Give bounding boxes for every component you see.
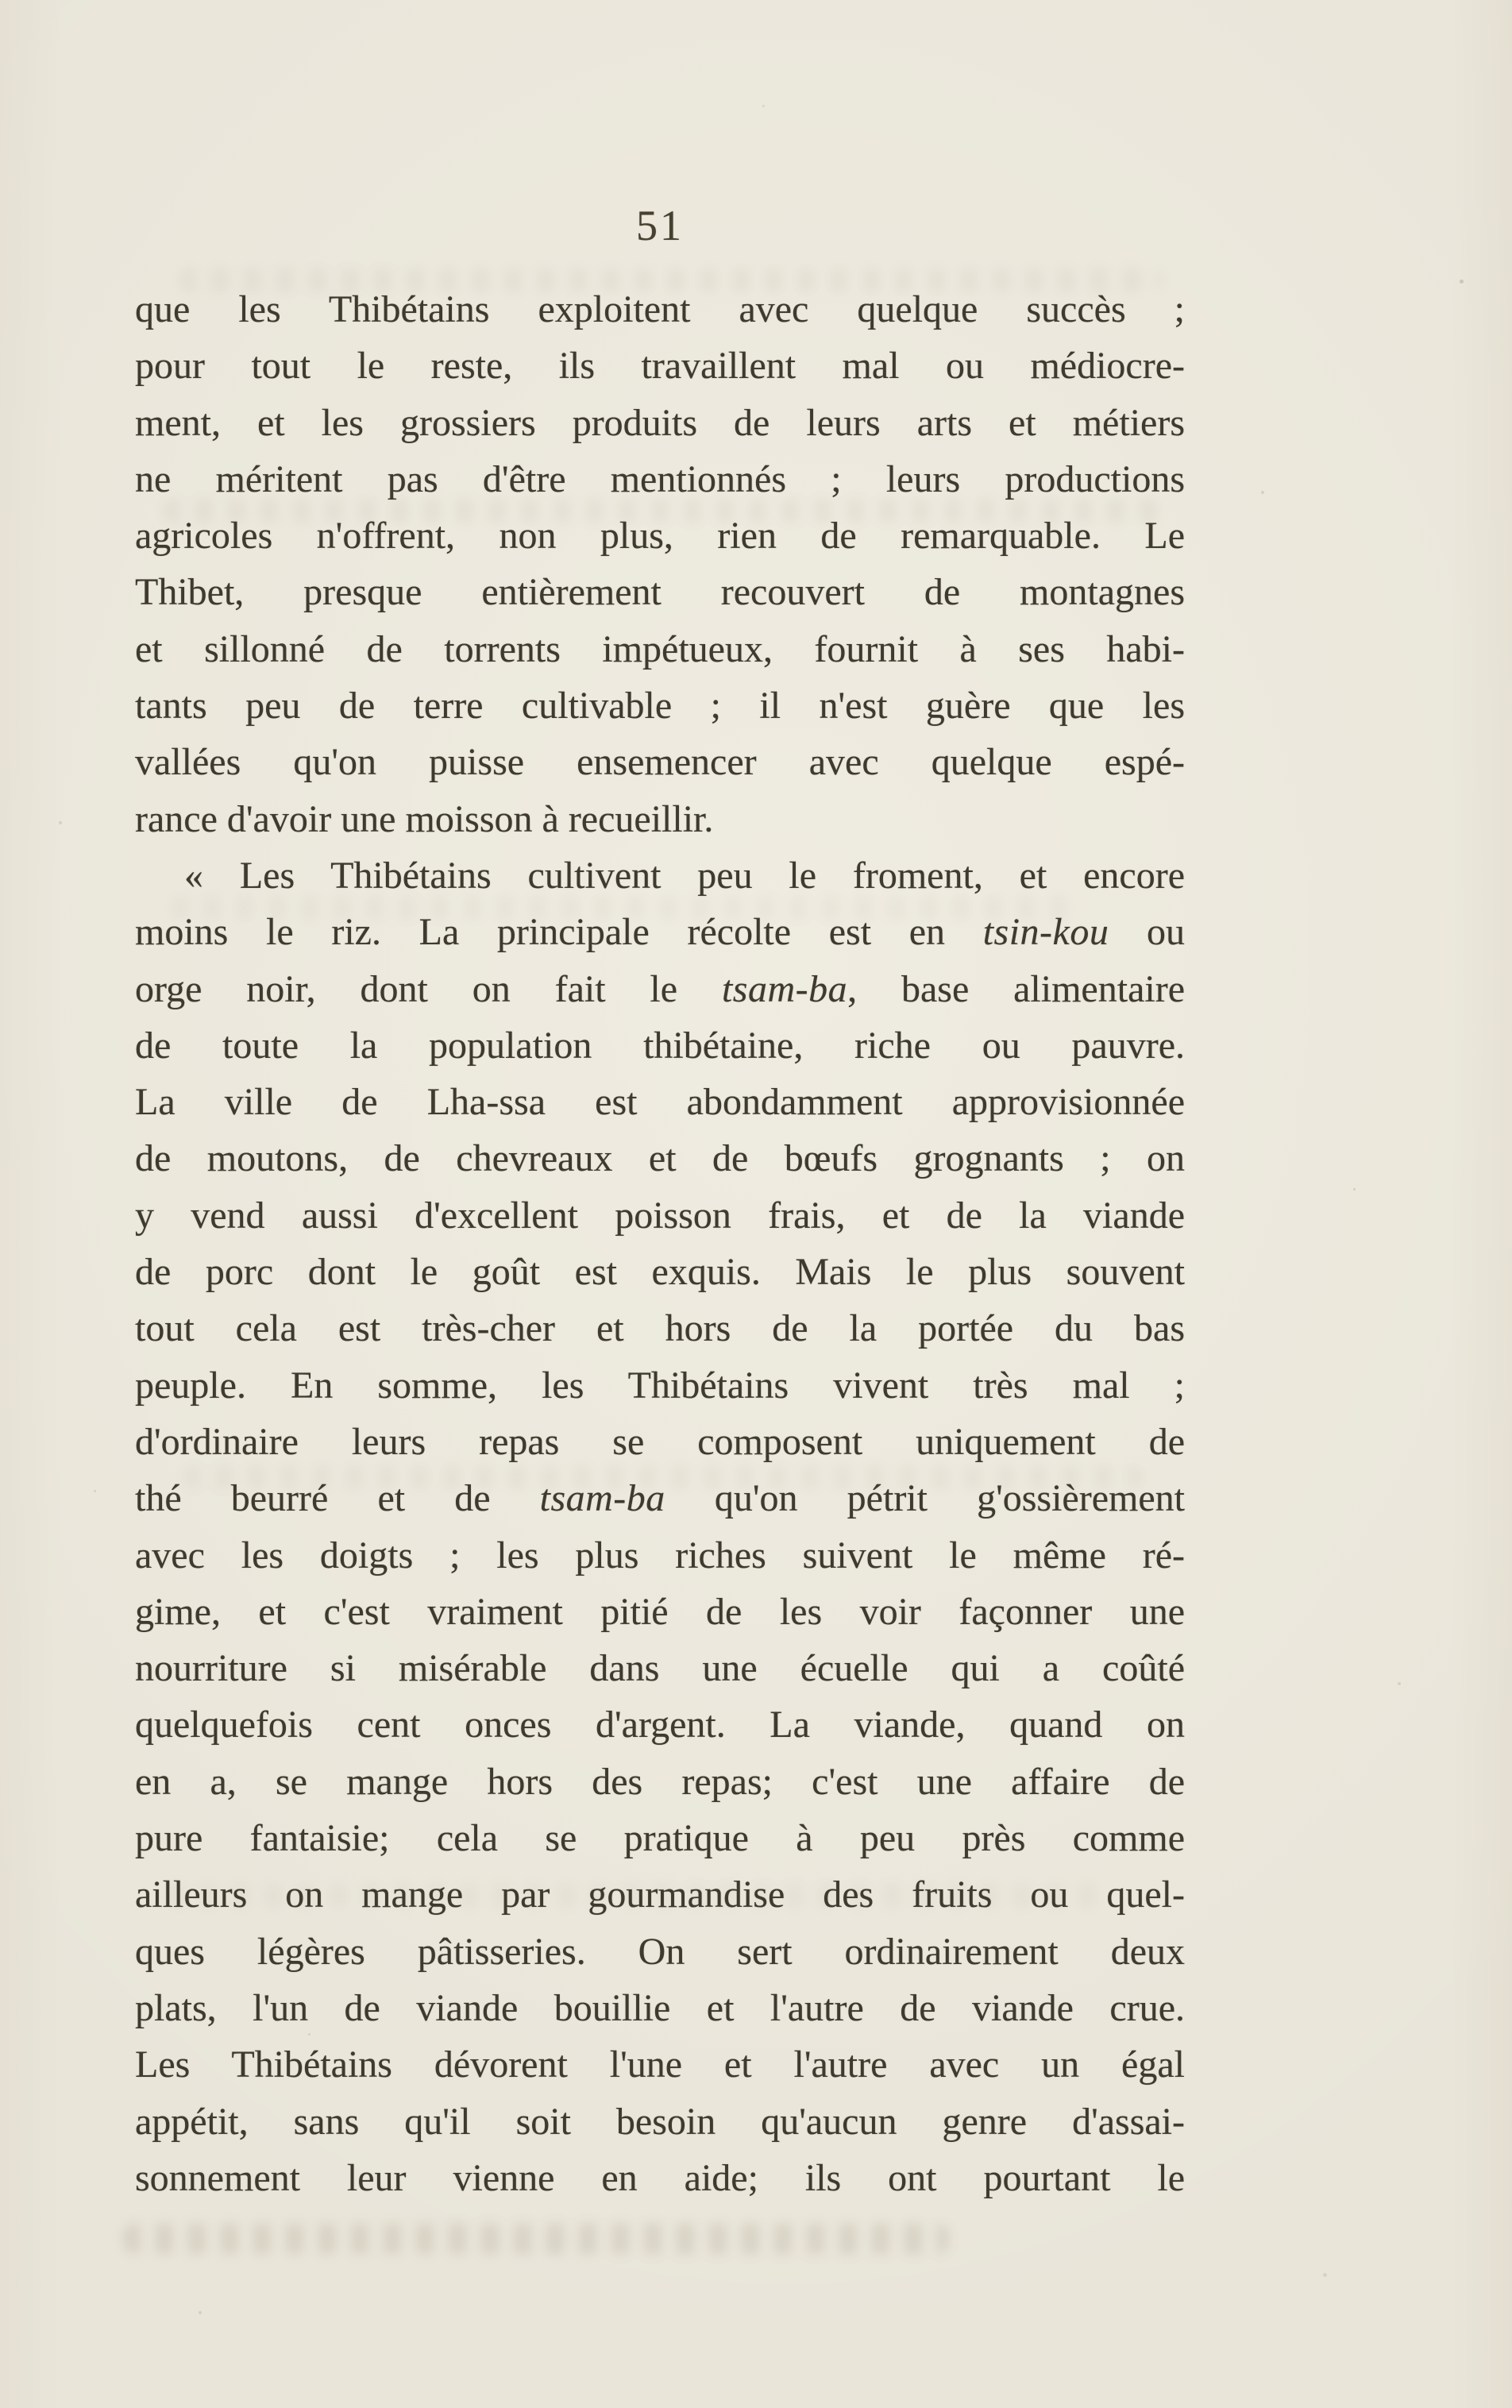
text-line: pour tout le reste, ils travaillent mal ou médiocre- — [135, 345, 1185, 388]
text-line: sonnement leur vienne en aide; ils ont pourtant le — [135, 2156, 1185, 2199]
text-line: quelquefois cent onces d'argent. La viande, quand on — [135, 1704, 1185, 1746]
text-line: y vend aussi d'excellent poisson frais, et de la viande — [135, 1194, 1185, 1237]
paper-speck — [762, 105, 765, 107]
text-line: Thibet, presque entièrement recouvert de montagnes — [135, 571, 1185, 614]
text-line: rance d'avoir une moisson à recueillir. — [135, 797, 714, 840]
text-line: pure fantaisie; cela se pratique à peu près comme — [135, 1817, 1185, 1860]
text-line: moins le riz. La principale récolte est en tsin-kou ou — [135, 911, 1186, 954]
text-line: « Les Thibétains cultivent peu le froment, et encore — [184, 854, 1185, 897]
paper-speck — [199, 2311, 202, 2314]
text-line: ailleurs on mange par gourmandise des fruits ou quel- — [135, 1874, 1185, 1916]
text-line: de moutons, de chevreaux et de bœufs grognants ; on — [135, 1137, 1185, 1180]
text-line: de toute la population thibétaine, riche ou pauvre. — [135, 1024, 1185, 1067]
text-line: Les Thibétains dévorent l'une et l'autre avec un égal — [135, 2043, 1185, 2086]
text-line: ques légères pâtisseries. On sert ordinairement deux — [135, 1930, 1185, 1973]
text-line: La ville de Lha-ssa est abondamment approvisionnée — [135, 1081, 1185, 1124]
paper-speck — [308, 2033, 310, 2036]
paper-speck — [59, 821, 62, 824]
text-line: ment, et les grossiers produits de leurs arts et métiers — [135, 401, 1185, 444]
text-line: en a, se mange hors des repas; c'est une affaire de — [135, 1760, 1185, 1803]
text-line: et sillonné de torrents impétueux, fournit à ses habi- — [135, 627, 1185, 670]
paper-speck — [1323, 2273, 1327, 2277]
text-line: avec les doigts ; les plus riches suivent le même ré- — [135, 1534, 1185, 1576]
paper-speck — [1261, 491, 1264, 494]
text-line: nourriture si misérable dans une écuelle qui a coûté — [135, 1647, 1185, 1690]
text-line: tants peu de terre cultivable ; il n'est guère que les — [135, 685, 1185, 727]
text-line: agricoles n'offrent, non plus, rien de remarquable. Le — [135, 515, 1185, 558]
text-line: thé beurré et de tsam-ba qu'on pétrit g'ossièrement — [135, 1477, 1185, 1520]
paper-speck — [1460, 280, 1464, 284]
bleed-through-smudge — [123, 2224, 949, 2254]
text-line: tout cela est très-cher et hors de la portée du bas — [135, 1307, 1185, 1350]
paper-speck — [94, 1490, 96, 1492]
text-line: vallées qu'on puisse ensemencer avec quelque espé- — [135, 741, 1185, 784]
text-line: ne méritent pas d'être mentionnés ; leurs productions — [135, 457, 1185, 500]
page-text — [135, 281, 1185, 2206]
page-number: 51 — [636, 202, 684, 249]
text-line: gime, et c'est vraiment pitié de les voir façonner une — [135, 1590, 1185, 1633]
paper-speck — [1353, 1188, 1356, 1190]
text-line: peuple. En somme, les Thibétains vivent très mal ; — [135, 1364, 1185, 1407]
paper-speck — [1398, 1682, 1401, 1685]
text-line: plats, l'un de viande bouillie et l'autre de viande crue. — [135, 1986, 1185, 2029]
text-line: orge noir, dont on fait le tsam-ba, base alimentaire — [135, 967, 1186, 1010]
text-line: d'ordinaire leurs repas se composent uniquement de — [135, 1420, 1185, 1463]
text-line: que les Thibétains exploitent avec quelque succès ; — [135, 288, 1185, 330]
text-line: appétit, sans qu'il soit besoin qu'aucun genre d'assai- — [135, 2100, 1185, 2143]
text-line: de porc dont le goût est exquis. Mais le plus souvent — [135, 1251, 1185, 1294]
